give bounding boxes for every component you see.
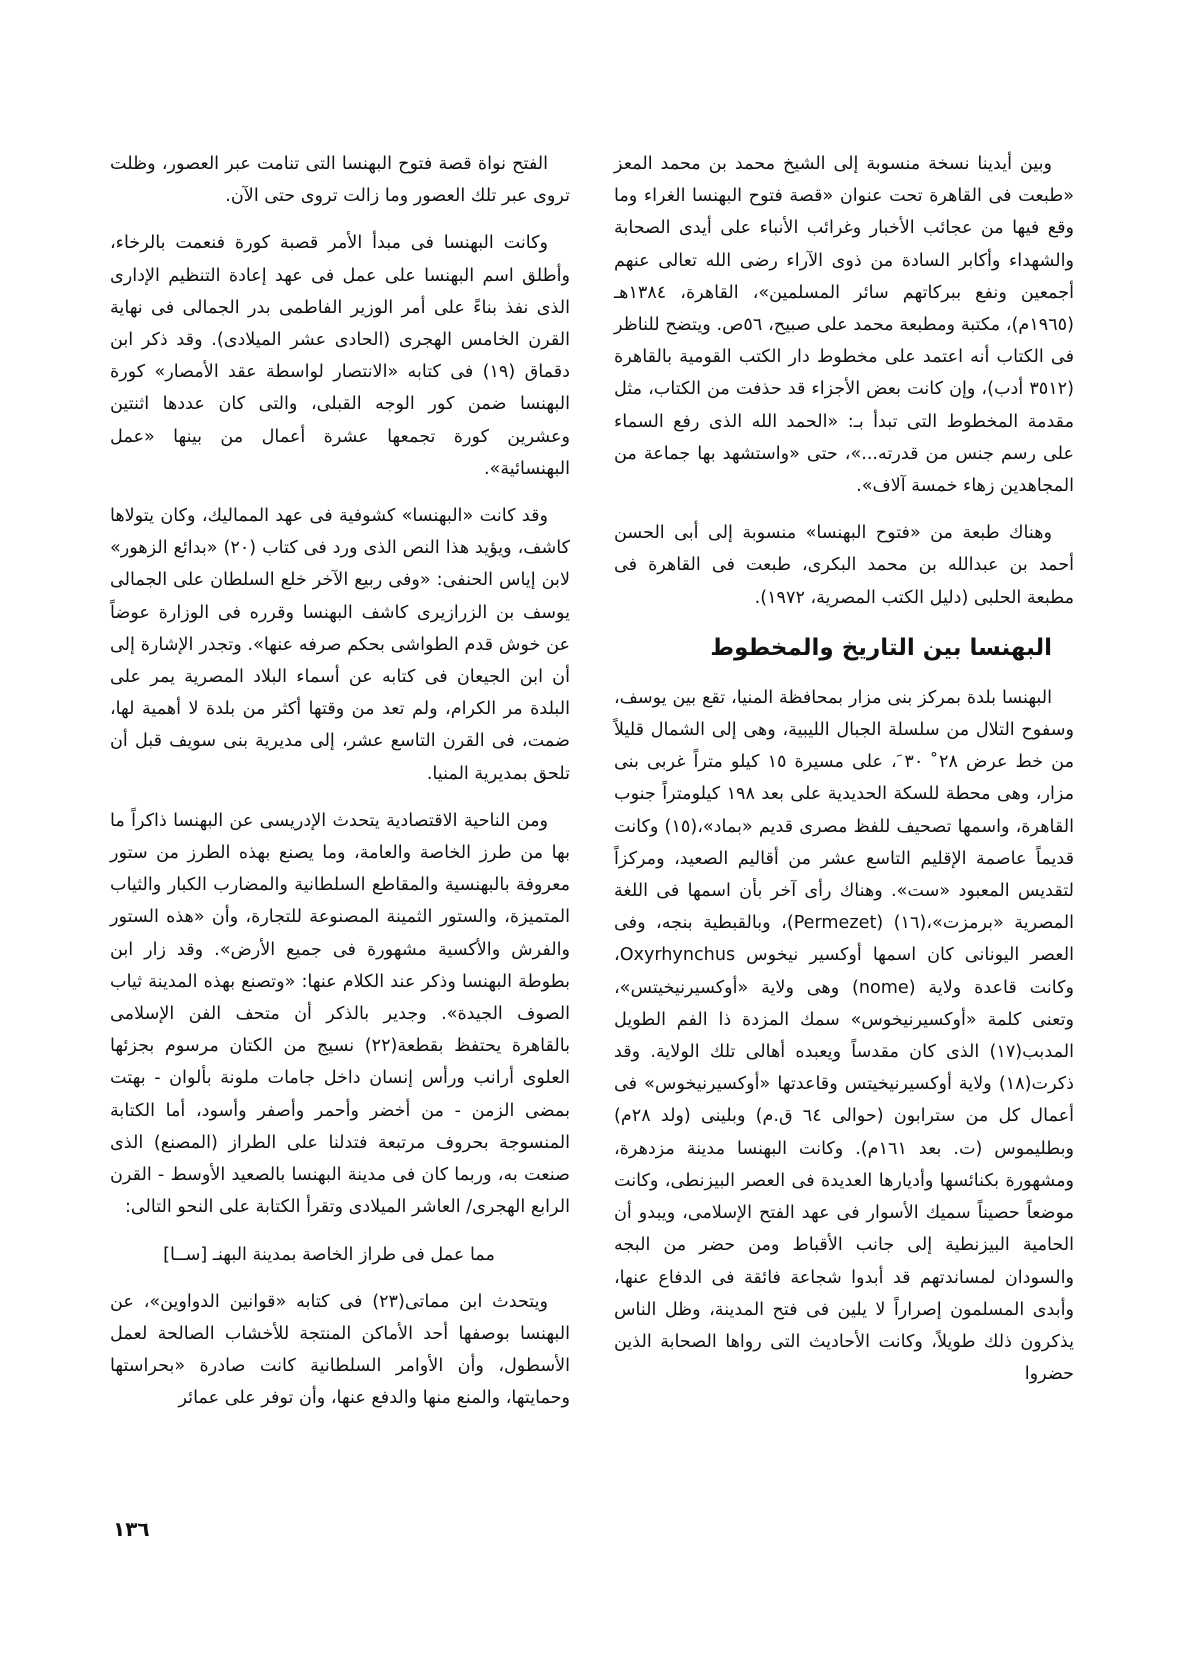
section-heading: البهنسا بين التاريخ والمخطوط	[710, 634, 1052, 661]
paragraph: ويتحدث ابن مماتى(٢٣) فى كتابه «قوانين الدواوين»، عن البهنسا بوصفها أحد الأماكن المنتجة للأخشاب الصالحة لعمل الأسطول، وأن الأوامر السلطانية كانت صادرة «بحراستها وحمايتها، والمنع منها والدفع عنها، وأن توفر على عمائر	[110, 1291, 570, 1409]
paragraph: البهنسا بلدة بمركز بنى مزار بمحافظة المنيا، تقع بين يوسف، وسفوح التلال من سلسلة الجبال الليبية، وهى إلى الشمال قليلاً من خط عرض ٢٨ ْ ٣٠ َ، على مسيرة ١٥ كيلو متراً غربى بنى مزار، وهى محطة للسكة الحديدية على بعد ١٩٨ كيلومتراً جنوب القاهرة، واسمها تصحيف للفظ مصرى قديم «بماد»،(١٥) وكانت قديماً عاصمة الإقليم التاسع عشر من أقاليم الصعيد، ومركزاً لتقديس المعبود «ست». وهناك رأى آخر بأن اسمها فى اللغة المصرية «برمزت»،(١٦) (Permezet)، وبالقبطية بنجه، وفى العصر اليونانى كان اسمها أوكسير نيخوس Oxyrhynchus، وكانت قاعدة ولاية (nome) وهى ولاية «أوكسيرنيخيتس»، وتعنى كلمة «أوكسيرنيخوس» سمك المزدة ذا الفم الطويل المدبب(١٧) الذى كان مقدساً ويعبده أهالى تلك الولاية. وقد ذكرت(١٨) ولاية أوكسيرنيخيتس وقاعدتها «أوكسيرنيخوس» فى أعمال كل من سترابون (حوالى ٦٤ ق.م) وبلينى (ولد ٢٨م) وبطليموس (ت. بعد ١٦١م). وكانت البهنسا مدينة مزدهرة، ومشهورة بكنائسها وأديارها العديدة فى العصر البيزنطى، وكانت موضعاً حصيناً سميك الأسوار فى عهد الفتح الإسلامى، ويبدو أن الحامية البيزنطية إلى جانب الأقباط ومن حضر من البجه والسودان لمساندتهم قد أبدوا شجاعة فائقة فى الدفاع عنها، وأبدى المسلمون إصراراً لا يلين فى فتح المدينة، وظل الناس يذكرون ذلك طويلاً، وكانت الأحاديث التى رواها الصحابة الذين حضروا	[614, 687, 1075, 1385]
paragraph: وكانت البهنسا فى مبدأ الأمر قصبة كورة فنعمت بالرخاء، وأطلق اسم البهنسا على عمل فى عهد إعادة التنظيم الإدارى الذى نفذ بناءً على أمر الوزير الفاطمى بدر الجمالى فى نهاية القرن الخامس الهجرى (الحادى عشر الميلادى). وقد ذكر ابن دقماق (١٩) فى كتابه «الانتصار لواسطة عقد الأمصار» كورة البهنسا ضمن كور الوجه القبلى، والتى كان عددها اثنتين وعشرين كورة تجمعها عشرة أعمال من بينها «عمل البهنسائية».	[110, 233, 570, 479]
paragraph: وقد كانت «البهنسا» كشوفية فى عهد المماليك، وكان يتولاها كاشف، ويؤيد هذا النص الذى ورد فى كتاب (٢٠) «بدائع الزهور» لابن إياس الحنفى: «وفى ربيع الآخر خلع السلطان على الجمالى يوسف بن الزرازيرى كاشف البهنسا وقرره فى الوزارة عوضاً عن خوش قدم الطواشى بحكم صرفه عنها». وتجدر الإشارة إلى أن ابن الجيعان فى كتابه عن أسماء البلاد المصرية يمر على البلدة مر الكرام، ولم تعد من وقتها أكثر من بلدة لا أهمية لها، ضمت، فى القرن التاسع عشر، إلى مديرية بنى سويف قبل أن تلحق بمديرية المنيا.	[110, 506, 570, 784]
paragraph: وبين أيدينا نسخة منسوبة إلى الشيخ محمد بن محمد المعز «طبعت فى القاهرة تحت عنوان «قصة فتوح البهنسا الغراء وما وقع فيها من عجائب الأخبار وغرائب الأنباء على أيدى الصحابة والشهداء وأكابر السادة من ذوى الآراء رضى الله تعالى عنهم أجمعين ونفع ببركاتهم سائر المسلمين»، القاهرة، ١٣٨٤هـ (١٩٦٥م)، مكتبة ومطبعة محمد على صبيح، ٥٦ص. ويتضح للناظر فى الكتاب أنه اعتمد على مخطوط دار الكتب القومية بالقاهرة (٣٥١٢ أدب)، وإن كانت بعض الأجزاء قد حذفت من الكتاب، مثل مقدمة المخطوط التى تبدأ بـ: «الحمد الله الذى رفع السماء على رسم جنس من قدرته...»، حتى «واستشهد بها جماعة من المجاهدين زهاء خمسة آلاف».	[614, 154, 1074, 497]
left-column	[110, 148, 570, 1430]
page-number: ١٣٦	[113, 1517, 150, 1541]
paragraph: ومن الناحية الاقتصادية يتحدث الإدريسى عن البهنسا ذاكراً ما بها من طرز الخاصة والعامة، وما يصنع بهذه الطرز من ستور معروفة بالبهنسية والمقاطع السلطانية والمضارب الكبار والثياب المتميزة، والستور الثمينة المصنوعة للتجارة، وأن «هذه الستور والفرش والأكسية مشهورة فى جميع الأرض». وقد زار ابن بطوطة البهنسا وذكر عند الكلام عنها: «وتصنع بهذه المدينة ثياب الصوف الجيدة». وجدير بالذكر أن متحف الفن الإسلامى بالقاهرة يحتفظ بقطعة(٢٢) نسيج من الكتان مرسوم بجزئها العلوى أرانب ورأس إنسان داخل جامات ملونة بألوان - بهتت بمضى الزمن - من أخضر وأحمر وأصفر وأسود، أما الكتابة المنسوجة بحروف مرتبعة فتدلنا على الطراز (المصنع) الذى صنعت به، وربما كان فى مدينة البهنسا بالصعيد الأوسط - القرن الرابع الهجرى/ العاشر الميلادى وتقرأ الكتابة على النحو التالى:	[110, 810, 570, 1218]
paragraph: وهناك طبعة من «فتوح البهنسا» منسوبة إلى أبى الحسن أحمد بن عبدالله بن محمد البكرى، طبعت فى القاهرة فى مطبعة الحلبى (دليل الكتب المصرية، ١٩٧٢).	[614, 523, 1074, 608]
right-column	[614, 148, 1074, 1405]
inscription-quote: مما عمل فى طراز الخاصة بمدينة البهنـ [ســا]	[163, 1244, 495, 1265]
paragraph: الفتح نواة قصة فتوح البهنسا التى تنامت عبر العصور، وظلت تروى عبر تلك العصور وما زالت تروى حتى الآن.	[110, 154, 570, 207]
